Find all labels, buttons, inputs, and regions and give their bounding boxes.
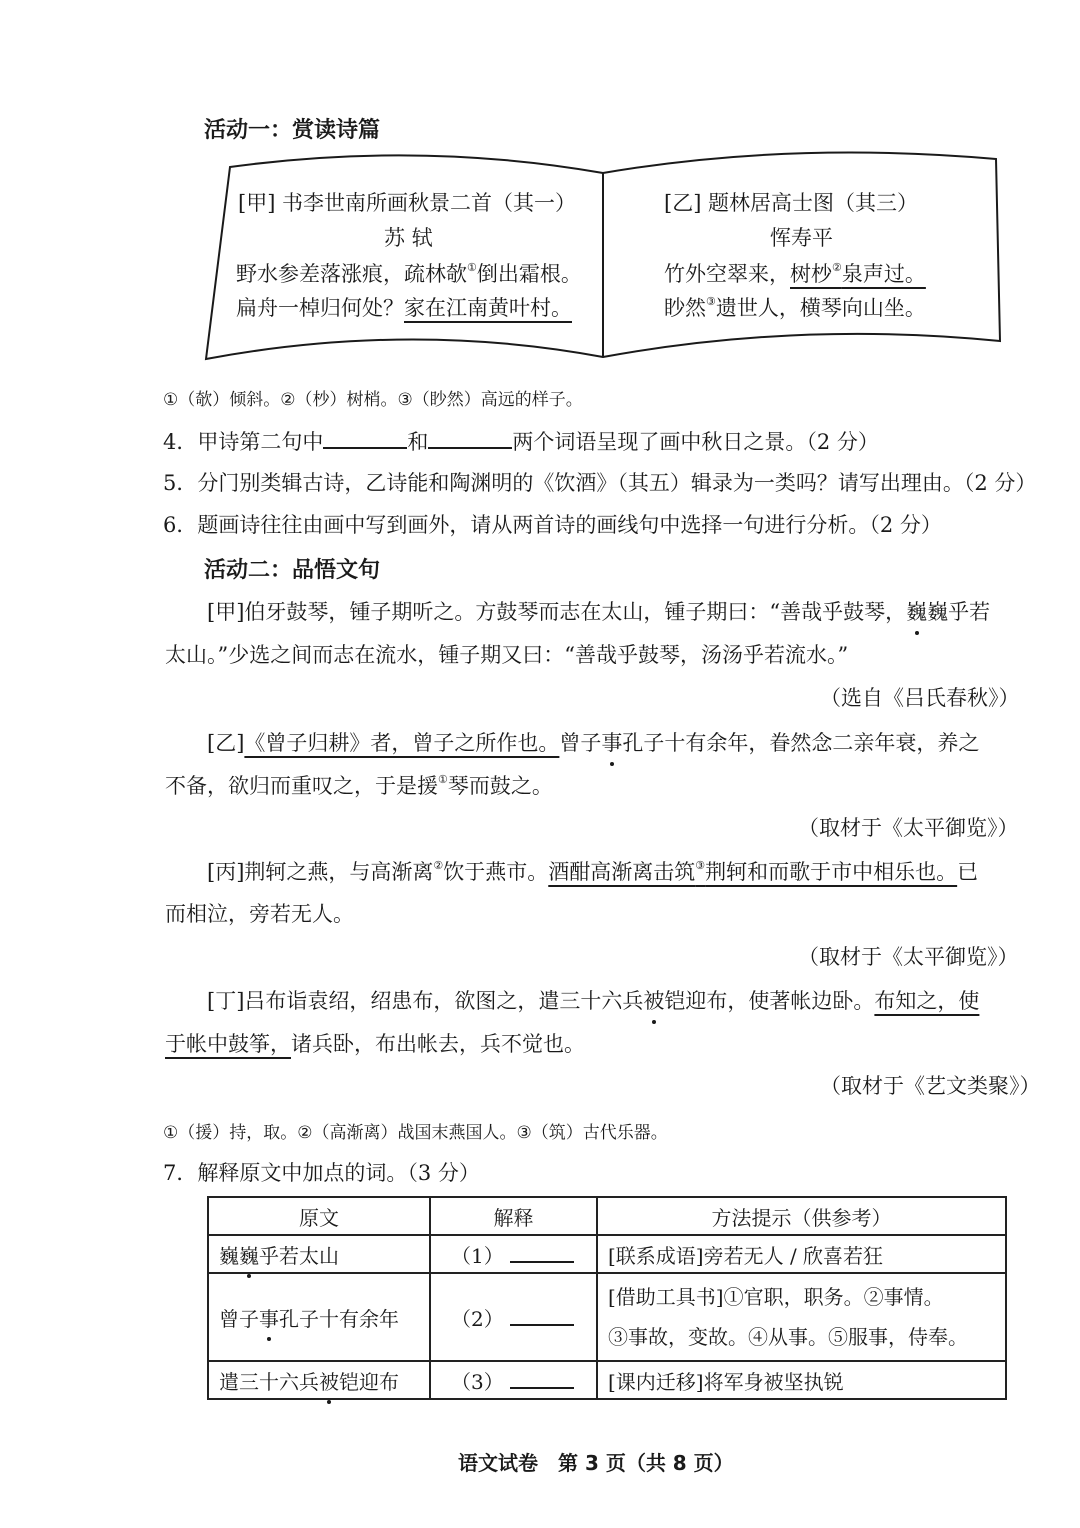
passage-jia-source: （选自《吕氏春秋》）	[820, 686, 1020, 710]
cell-hint: [借助工具书]①官职，职务。②事情。 ③事故，变故。④从事。⑤服事，侍奉。	[597, 1273, 1006, 1361]
question-4: 4．甲诗第二句中 和 两个词语呈现了画中秋日之景。（2 分）	[163, 425, 879, 456]
cell-original: 遣三十六兵被铠迎布	[208, 1361, 430, 1399]
activity2-title: 活动二：品悟文句	[204, 558, 381, 583]
activity1-title: 活动一：赏读诗篇	[204, 118, 381, 143]
passage-jia-line2: 太山。”少选之间而志在流水，锺子期又曰：“善哉乎鼓琴，汤汤乎若流水。”	[165, 643, 849, 667]
cell-hint: [联系成语]旁若无人 / 欣喜若狂	[597, 1235, 1006, 1273]
answer-blank[interactable]	[323, 425, 407, 449]
dotted-char: 巍	[239, 1240, 259, 1269]
passage-bing-line1: [丙]荆轲之燕，与高渐离②饮于燕市。酒酣高渐离击筑③荆轲和而歌于市中相乐也。已	[207, 859, 979, 884]
underlined-line: 布知之，使	[874, 989, 980, 1013]
cell-answer: （3）	[430, 1361, 597, 1399]
cell-original: 巍巍乎若太山	[208, 1235, 430, 1273]
poem-a-title: [甲] 书李世南所画秋景二首（其一）	[238, 191, 577, 215]
passage-yi-line1: [乙]《曾子归耕》者，曾子之所作也。曾子事孔子十有余年，眷然念二亲年衰，养之	[207, 727, 979, 757]
cell-answer: （1）	[430, 1235, 597, 1273]
passage-bing-line2: 而相泣，旁若无人。	[165, 902, 354, 926]
poem-b-title: [乙] 题林居高士图（其三）	[664, 191, 919, 215]
header-explanation: 解释	[430, 1197, 597, 1235]
poem-b-line1: 竹外空翠来，树杪②泉声过。	[664, 261, 926, 286]
dotted-char: 巍	[906, 596, 927, 626]
underlined-line: 家在江南黄叶村。	[404, 296, 572, 320]
poem-a-line1: 野水参差落涨痕，疏林欹①倒出霜根。	[236, 261, 582, 286]
header-original: 原文	[208, 1197, 430, 1235]
table-row	[208, 1361, 1006, 1399]
table-row	[208, 1235, 1006, 1273]
passage-ding-line2: 于帐中鼓筝，诸兵卧，布出帐去，兵不觉也。	[165, 1032, 585, 1056]
page-footer: 语文试卷 第 3 页（共 8 页）	[458, 1451, 734, 1475]
poem-b-line2: 眇然③遗世人，横琴向山坐。	[664, 295, 926, 320]
answer-blank[interactable]	[510, 1304, 574, 1326]
underlined-line: 于帐中鼓筝，	[165, 1032, 291, 1056]
poem-a-author: 苏 轼	[384, 226, 433, 250]
poem-b-author: 恽寿平	[770, 226, 833, 250]
table-row	[208, 1273, 1006, 1361]
poem-a-line2: 扁舟一棹归何处？家在江南黄叶村。	[236, 296, 572, 320]
cell-answer: （2）	[430, 1273, 597, 1361]
answer-blank[interactable]	[510, 1367, 574, 1389]
header-method: 方法提示（供参考）	[597, 1197, 1006, 1235]
passage-ding-line1: [丁]吕布诣袁绍，绍患布，欲图之，遣三十六兵被铠迎布，使著帐边卧。布知之，使	[207, 985, 979, 1015]
question-5: 5．分门别类辑古诗，乙诗能和陶渊明的《饮酒》（其五）辑录为一类吗？请写出理由。（2 分）	[163, 471, 1037, 495]
passage-bing-source: （取材于《太平御览》）	[798, 945, 1019, 969]
passage-jia-line1: [甲]伯牙鼓琴，锺子期听之。方鼓琴而志在太山，锺子期曰：“善哉乎鼓琴，巍巍乎若	[207, 596, 990, 626]
dotted-char: 事	[259, 1303, 279, 1332]
cell-hint: [课内迁移]将军身被坚执锐	[597, 1361, 1006, 1399]
question-6: 6．题画诗往往由画中写到画外，请从两首诗的画线句中选择一句进行分析。（2 分）	[163, 513, 942, 537]
answer-table	[207, 1196, 1007, 1400]
passage-yi-line2: 不备，欲归而重叹之，于是援①琴而鼓之。	[165, 773, 553, 798]
table-header-row	[208, 1197, 1006, 1235]
answer-blank[interactable]	[428, 425, 512, 449]
passage-yi-source: （取材于《太平御览》）	[798, 816, 1019, 840]
dotted-char: 被	[643, 985, 664, 1015]
cell-original: 曾子事孔子十有余年	[208, 1273, 430, 1361]
underlined-line: 树杪②泉声过。	[790, 261, 926, 286]
answer-blank[interactable]	[510, 1241, 574, 1263]
question-7: 7．解释原文中加点的词。（3 分）	[163, 1161, 480, 1185]
underlined-line: 酒酣高渐离击筑③荆轲和而歌于市中相乐也。	[548, 859, 958, 884]
dotted-char: 被	[319, 1366, 339, 1395]
activity2-notes: ①（援）持，取。②（高渐离）战国末燕国人。③（筑）古代乐器。	[163, 1123, 668, 1143]
activity1-notes: ①（欹）倾斜。②（杪）树梢。③（眇然）高远的样子。	[163, 390, 583, 410]
underlined-line: 《曾子归耕》者，曾子之所作也。	[244, 731, 560, 755]
passage-ding-source: （取材于《艺文类聚》）	[820, 1074, 1041, 1098]
dotted-char: 事	[601, 727, 622, 757]
